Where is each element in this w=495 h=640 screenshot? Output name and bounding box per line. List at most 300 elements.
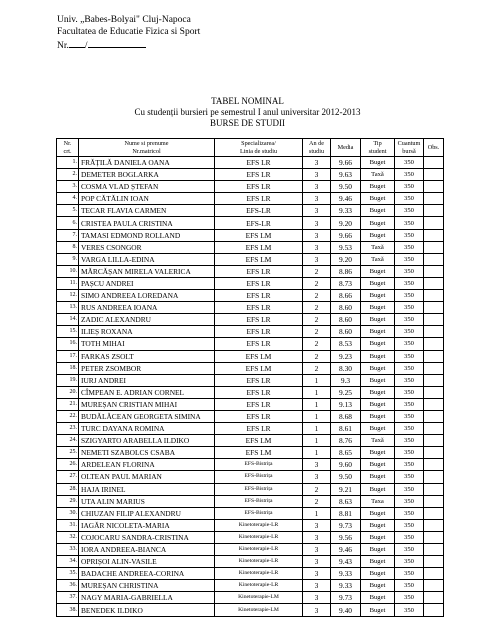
specialization: EFS-Bistrița (215, 471, 303, 483)
row-number: 29. (57, 495, 79, 507)
table-row (57, 483, 444, 495)
table-row (57, 362, 444, 374)
average-grade: 8.63 (331, 495, 361, 507)
average-grade: 9.46 (331, 544, 361, 556)
student-name: BUDĂLĂCEAN GEORGETA SIMINA (79, 410, 215, 422)
row-number: 9. (57, 253, 79, 265)
average-grade: 8.86 (331, 265, 361, 277)
specialization: EFS-Bistrița (215, 459, 303, 471)
col-student-type: Tip student (361, 139, 395, 157)
scholarship-amount: 350 (395, 350, 424, 362)
student-type: Buget (361, 544, 395, 556)
average-grade: 9.20 (331, 217, 361, 229)
observations (424, 447, 444, 459)
student-type: Buget (361, 217, 395, 229)
observations (424, 386, 444, 398)
study-year: 3 (303, 193, 331, 205)
average-grade: 9.73 (331, 519, 361, 531)
row-number: 21. (57, 398, 79, 410)
scholarship-amount: 350 (395, 544, 424, 556)
study-year: 2 (303, 265, 331, 277)
row-number: 18. (57, 362, 79, 374)
student-type: Buget (361, 350, 395, 362)
specialization: Kinetoterapie-LR (215, 531, 303, 543)
average-grade: 8.30 (331, 362, 361, 374)
table-row (57, 181, 444, 193)
scholarship-amount: 350 (395, 374, 424, 386)
study-year: 1 (303, 423, 331, 435)
student-name: ARDELEAN FLORINA (79, 459, 215, 471)
student-type: Taxa (361, 495, 395, 507)
table-row (57, 531, 444, 543)
specialization: EFS LR (215, 302, 303, 314)
specialization: EFS LM (215, 253, 303, 265)
study-year: 3 (303, 169, 331, 181)
student-type: Buget (361, 326, 395, 338)
average-grade: 9.46 (331, 193, 361, 205)
student-type: Buget (361, 181, 395, 193)
table-subtitle: Cu studenții bursieri pe semestrul I anul universitar 2012-2013 (134, 107, 361, 117)
study-year: 2 (303, 483, 331, 495)
table-row (57, 314, 444, 326)
average-grade: 9.66 (331, 157, 361, 169)
average-grade: 8.65 (331, 447, 361, 459)
student-type: Buget (361, 302, 395, 314)
student-type: Buget (361, 519, 395, 531)
table-row (57, 556, 444, 568)
observations (424, 205, 444, 217)
scholarship-amount: 350 (395, 495, 424, 507)
table-row (57, 423, 444, 435)
scholarship-amount: 350 (395, 314, 424, 326)
scholarship-amount: 350 (395, 253, 424, 265)
student-type: Taxă (361, 253, 395, 265)
specialization: Kinetoterapie-LR (215, 519, 303, 531)
average-grade: 9.73 (331, 592, 361, 604)
table-row (57, 217, 444, 229)
study-year: 2 (303, 290, 331, 302)
row-number: 14. (57, 314, 79, 326)
table-row (57, 580, 444, 592)
study-year: 1 (303, 398, 331, 410)
student-type: Buget (361, 314, 395, 326)
student-name: IURJ ANDREI (79, 374, 215, 386)
scholarship-amount: 350 (395, 459, 424, 471)
col-average: Media (331, 139, 361, 157)
student-type: Buget (361, 265, 395, 277)
row-number: 36. (57, 580, 79, 592)
study-year: 3 (303, 568, 331, 580)
student-type: Buget (361, 471, 395, 483)
average-grade: 9.3 (331, 374, 361, 386)
row-number: 10. (57, 265, 79, 277)
specialization: EFS-Bistrița (215, 495, 303, 507)
average-grade: 9.50 (331, 181, 361, 193)
student-type: Taxă (361, 169, 395, 181)
study-year: 2 (303, 350, 331, 362)
observations (424, 531, 444, 543)
average-grade: 9.13 (331, 398, 361, 410)
scholarship-type: BURSE DE STUDII (209, 118, 285, 128)
col-amount: Cuantum bursă (395, 139, 424, 157)
student-type: Buget (361, 483, 395, 495)
row-number: 13. (57, 302, 79, 314)
student-name: MUREȘAN CRISTIAN MIHAI (79, 398, 215, 410)
average-grade: 9.50 (331, 471, 361, 483)
row-number: 19. (57, 374, 79, 386)
study-year: 3 (303, 592, 331, 604)
table-row (57, 350, 444, 362)
observations (424, 193, 444, 205)
student-name: MUREȘAN CHRISTINA (79, 580, 215, 592)
observations (424, 398, 444, 410)
average-grade: 9.63 (331, 169, 361, 181)
col-specialization: Specializarea/ Linia de studiu (215, 139, 303, 157)
specialization: EFS-LR (215, 217, 303, 229)
scholarship-amount: 350 (395, 229, 424, 241)
specialization: EFS LR (215, 193, 303, 205)
observations (424, 483, 444, 495)
row-number: 26. (57, 459, 79, 471)
observations (424, 459, 444, 471)
table-row (57, 277, 444, 289)
observations (424, 181, 444, 193)
row-number: 11. (57, 277, 79, 289)
observations (424, 435, 444, 447)
student-type: Buget (361, 374, 395, 386)
average-grade: 8.60 (331, 326, 361, 338)
average-grade: 8.61 (331, 423, 361, 435)
observations (424, 556, 444, 568)
observations (424, 544, 444, 556)
specialization: Kinetoterapie-LR (215, 544, 303, 556)
average-grade: 9.40 (331, 604, 361, 616)
specialization: EFS LR (215, 374, 303, 386)
observations (424, 495, 444, 507)
scholarship-amount: 350 (395, 386, 424, 398)
document-titles (0, 96, 495, 129)
scholarship-amount: 350 (395, 157, 424, 169)
student-name: OPRIȘOI ALIN-VASILE (79, 556, 215, 568)
scholarship-amount: 350 (395, 290, 424, 302)
observations (424, 580, 444, 592)
student-name: IAGĂR NICOLETA-MARIA (79, 519, 215, 531)
student-name: BADACHE ANDREEA-CORINA (79, 568, 215, 580)
observations (424, 338, 444, 350)
document-header (57, 14, 200, 52)
row-number: 27. (57, 471, 79, 483)
table-row (57, 265, 444, 277)
student-type: Taxă (361, 435, 395, 447)
observations (424, 302, 444, 314)
specialization: EFS LR (215, 169, 303, 181)
row-number: 22. (57, 410, 79, 422)
specialization: EFS-Bistrița (215, 483, 303, 495)
specialization: EFS LR (215, 423, 303, 435)
student-name: ZADIC ALEXANDRU (79, 314, 215, 326)
specialization: EFS-LR (215, 205, 303, 217)
row-number: 25. (57, 447, 79, 459)
study-year: 2 (303, 362, 331, 374)
specialization: EFS LR (215, 386, 303, 398)
observations (424, 326, 444, 338)
observations (424, 253, 444, 265)
average-grade: 9.56 (331, 531, 361, 543)
study-year: 3 (303, 181, 331, 193)
specialization: EFS LR (215, 338, 303, 350)
row-number: 34. (57, 556, 79, 568)
table-row (57, 157, 444, 169)
scholarship-amount: 350 (395, 326, 424, 338)
observations (424, 568, 444, 580)
specialization: Kinetoterapie-LR (215, 556, 303, 568)
col-nr: Nr. crt. (57, 139, 79, 157)
average-grade: 9.23 (331, 350, 361, 362)
student-name: PETER ZSOMBOR (79, 362, 215, 374)
row-number: 6. (57, 217, 79, 229)
row-number: 5. (57, 205, 79, 217)
specialization: Kinetoterapie-LR (215, 580, 303, 592)
specialization: Kinetoterapie-LM (215, 604, 303, 616)
registration-number: Nr. / (57, 38, 200, 52)
student-name: CRISTEA PAULA CRISTINA (79, 217, 215, 229)
specialization: EFS LM (215, 350, 303, 362)
scholarship-amount: 350 (395, 568, 424, 580)
study-year: 3 (303, 580, 331, 592)
student-name: IORA ANDREEA-BIANCA (79, 544, 215, 556)
student-type: Taxă (361, 241, 395, 253)
study-year: 2 (303, 277, 331, 289)
table-row (57, 507, 444, 519)
student-type: Buget (361, 193, 395, 205)
average-grade: 9.66 (331, 229, 361, 241)
average-grade: 9.33 (331, 205, 361, 217)
scholarship-amount: 350 (395, 604, 424, 616)
specialization: Kinetoterapie-LM (215, 592, 303, 604)
row-number: 33. (57, 544, 79, 556)
study-year: 3 (303, 604, 331, 616)
study-year: 2 (303, 338, 331, 350)
row-number: 24. (57, 435, 79, 447)
table-row (57, 302, 444, 314)
student-name: NEMETI SZABOLCS CSABA (79, 447, 215, 459)
average-grade: 8.60 (331, 314, 361, 326)
table-row (57, 398, 444, 410)
row-number: 15. (57, 326, 79, 338)
student-name: POP CĂTĂLIN IOAN (79, 193, 215, 205)
scholarship-amount: 350 (395, 181, 424, 193)
student-type: Buget (361, 157, 395, 169)
average-grade: 8.73 (331, 277, 361, 289)
student-type: Buget (361, 556, 395, 568)
study-year: 3 (303, 157, 331, 169)
row-number: 17. (57, 350, 79, 362)
specialization: EFS LR (215, 410, 303, 422)
col-name: Nume si prenume Nr.matricol (79, 139, 215, 157)
table-row (57, 193, 444, 205)
row-number: 3. (57, 181, 79, 193)
table-row (57, 592, 444, 604)
specialization: EFS LR (215, 290, 303, 302)
table-row (57, 459, 444, 471)
study-year: 1 (303, 386, 331, 398)
specialization: EFS LM (215, 362, 303, 374)
observations (424, 471, 444, 483)
table-body (57, 157, 444, 617)
study-year: 3 (303, 471, 331, 483)
study-year: 1 (303, 374, 331, 386)
student-type: Buget (361, 604, 395, 616)
study-year: 3 (303, 519, 331, 531)
observations (424, 423, 444, 435)
student-name: MĂRCĂȘAN MIRELA VALERICA (79, 265, 215, 277)
observations (424, 519, 444, 531)
table-row (57, 374, 444, 386)
student-type: Buget (361, 277, 395, 289)
observations (424, 265, 444, 277)
student-name: FRĂȚILĂ DANIELA OANA (79, 157, 215, 169)
specialization: EFS LR (215, 314, 303, 326)
row-number: 28. (57, 483, 79, 495)
study-year: 3 (303, 253, 331, 265)
student-type: Buget (361, 459, 395, 471)
table-row (57, 410, 444, 422)
table-row (57, 241, 444, 253)
student-name: VERES CSONGOR (79, 241, 215, 253)
col-year: An de studiu (303, 139, 331, 157)
scholarship-amount: 350 (395, 193, 424, 205)
scholarship-amount: 350 (395, 519, 424, 531)
average-grade: 8.68 (331, 410, 361, 422)
scholarship-amount: 350 (395, 205, 424, 217)
average-grade: 8.66 (331, 290, 361, 302)
scholarship-amount: 350 (395, 483, 424, 495)
student-type: Buget (361, 410, 395, 422)
student-type: Buget (361, 205, 395, 217)
student-name: NAGY MARIA-GABRIELLA (79, 592, 215, 604)
observations (424, 507, 444, 519)
study-year: 1 (303, 447, 331, 459)
student-type: Buget (361, 290, 395, 302)
table-row (57, 568, 444, 580)
observations (424, 241, 444, 253)
scholarship-amount: 350 (395, 423, 424, 435)
table-row (57, 205, 444, 217)
table-row (57, 544, 444, 556)
specialization: EFS LM (215, 241, 303, 253)
table-row (57, 495, 444, 507)
row-number: 30. (57, 507, 79, 519)
specialization: EFS LR (215, 277, 303, 289)
student-name: COJOCARU SANDRA-CRISTINA (79, 531, 215, 543)
specialization: EFS LR (215, 326, 303, 338)
col-obs: Obs. (424, 139, 444, 157)
student-name: DEMETER BOGLARKA (79, 169, 215, 181)
study-year: 3 (303, 556, 331, 568)
student-name: TECAR FLAVIA CARMEN (79, 205, 215, 217)
observations (424, 410, 444, 422)
row-number: 32. (57, 531, 79, 543)
scholarship-amount: 350 (395, 338, 424, 350)
specialization: EFS LR (215, 181, 303, 193)
row-number: 23. (57, 423, 79, 435)
scholarship-amount: 350 (395, 435, 424, 447)
specialization: Kinetoterapie-LR (215, 568, 303, 580)
row-number: 1. (57, 157, 79, 169)
table-row (57, 471, 444, 483)
student-name: COSMA VLAD ȘTEFAN (79, 181, 215, 193)
student-type: Buget (361, 568, 395, 580)
scholarship-amount: 350 (395, 580, 424, 592)
student-name: HAJA IRINEL (79, 483, 215, 495)
row-number: 20. (57, 386, 79, 398)
average-grade: 9.53 (331, 241, 361, 253)
student-name: TOTH MIHAI (79, 338, 215, 350)
student-name: FARKAS ZSOLT (79, 350, 215, 362)
row-number: 4. (57, 193, 79, 205)
study-year: 2 (303, 326, 331, 338)
table-row (57, 447, 444, 459)
average-grade: 9.60 (331, 459, 361, 471)
student-type: Buget (361, 580, 395, 592)
table-row (57, 519, 444, 531)
scholarship-amount: 350 (395, 217, 424, 229)
student-name: RUS ANDREEA IOANA (79, 302, 215, 314)
average-grade: 8.76 (331, 435, 361, 447)
table-row (57, 338, 444, 350)
table-row (57, 604, 444, 616)
student-name: CÎMPEAN E. ADRIAN CORNEL (79, 386, 215, 398)
observations (424, 374, 444, 386)
specialization: EFS LR (215, 157, 303, 169)
scholarship-amount: 350 (395, 277, 424, 289)
student-type: Buget (361, 592, 395, 604)
study-year: 3 (303, 205, 331, 217)
study-year: 1 (303, 507, 331, 519)
student-name: OLTEAN PAUL MARIAN (79, 471, 215, 483)
scholarship-amount: 350 (395, 410, 424, 422)
study-year: 1 (303, 410, 331, 422)
student-type: Buget (361, 386, 395, 398)
specialization: EFS LM (215, 229, 303, 241)
student-name: BENEDEK ILDIKO (79, 604, 215, 616)
specialization: EFS LM (215, 435, 303, 447)
student-name: PAȘCU ANDREI (79, 277, 215, 289)
scholarship-amount: 350 (395, 592, 424, 604)
student-type: Buget (361, 507, 395, 519)
faculty-name: Facultatea de Educatie Fizica si Sport (57, 27, 201, 37)
student-type: Buget (361, 447, 395, 459)
student-type: Buget (361, 362, 395, 374)
study-year: 3 (303, 229, 331, 241)
average-grade: 9.20 (331, 253, 361, 265)
table-row (57, 435, 444, 447)
student-name: CHIUZAN FILIP ALEXANDRU (79, 507, 215, 519)
student-type: Buget (361, 531, 395, 543)
scholarship-amount: 350 (395, 362, 424, 374)
study-year: 2 (303, 495, 331, 507)
row-number: 8. (57, 241, 79, 253)
student-name: TURC DAYANA ROMINA (79, 423, 215, 435)
row-number: 12. (57, 290, 79, 302)
study-year: 3 (303, 531, 331, 543)
observations (424, 604, 444, 616)
row-number: 31. (57, 519, 79, 531)
observations (424, 169, 444, 181)
study-year: 3 (303, 459, 331, 471)
row-number: 16. (57, 338, 79, 350)
student-name: UTA ALIN MARIUS (79, 495, 215, 507)
